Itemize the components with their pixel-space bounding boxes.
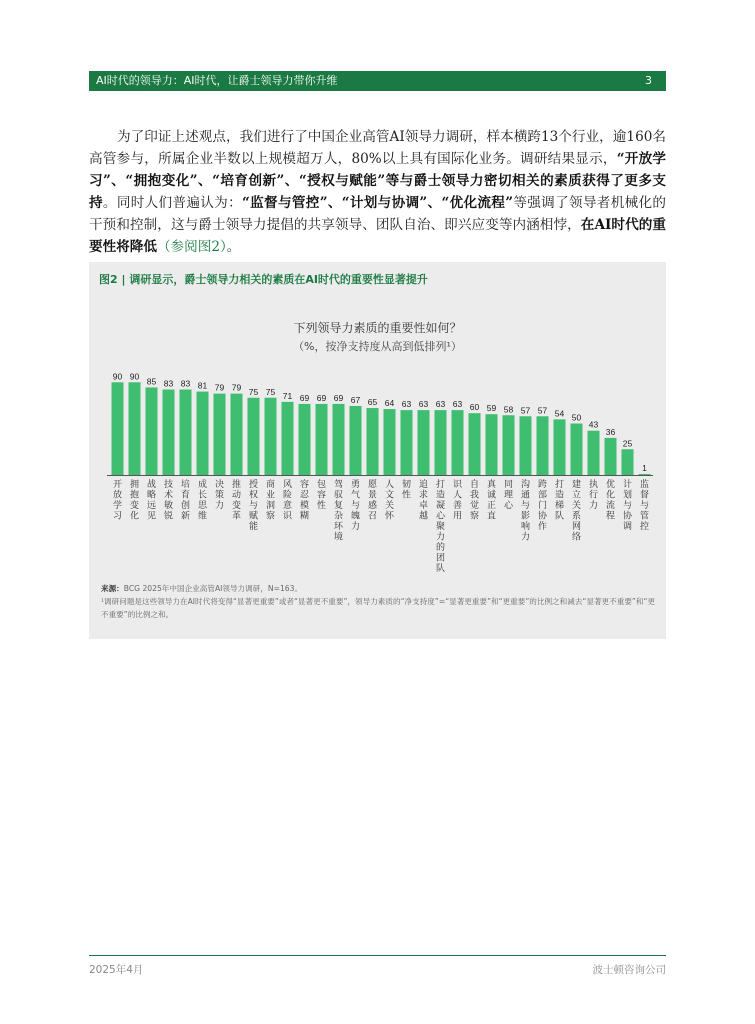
- category-label: 商业洞察: [265, 480, 276, 522]
- category-label: 驾驭复杂环境: [333, 480, 344, 543]
- bar-value-label: 67: [350, 394, 361, 405]
- header-title: AI时代的领导力：AI时代，让爵士领导力带你升维: [96, 74, 338, 87]
- category-label: 人文关怀: [384, 480, 395, 522]
- chart-question: 下列领导力素质的重要性如何？: [293, 321, 462, 335]
- bar: [197, 392, 209, 475]
- bar-value-label: 75: [265, 386, 276, 397]
- category-label: 容忍模糊: [299, 480, 310, 522]
- bar-value-label: 69: [299, 392, 310, 403]
- bar-value-label: 75: [248, 386, 259, 397]
- category-label: 同理心: [503, 480, 514, 511]
- category-label: 计划与协调: [622, 480, 633, 532]
- bar: [537, 416, 549, 475]
- para-text-2: 。同时人们普遍认为：: [102, 195, 243, 211]
- category-label: 授权与赋能: [248, 480, 259, 532]
- bar: [554, 419, 566, 475]
- category-label: 决策力: [214, 480, 225, 511]
- bar-value-label: 69: [333, 392, 344, 403]
- figure-title: 图2 | 调研显示，爵士领导力相关的素质在AI时代的重要性显著提升: [99, 273, 428, 286]
- chart-subtitle: （%，按净支持度从高到低排列¹）: [293, 340, 462, 353]
- bar: [452, 410, 464, 475]
- footer-divider: [89, 955, 666, 956]
- category-label: 培育创新: [180, 480, 191, 522]
- para-text-3: 等强调了领导者机械化的干预和控制，这与爵士领导力提倡的共享领导、团队自治、即兴应变等内涵相悖，: [89, 195, 667, 233]
- category-label: 战略远见: [146, 480, 157, 522]
- figure-reference-link[interactable]: （参阅图2）: [156, 239, 227, 255]
- bar-value-label: 43: [588, 419, 599, 430]
- bar: [384, 409, 396, 475]
- category-label: 跨部门协作: [537, 480, 548, 532]
- bar-value-label: 63: [452, 399, 463, 410]
- category-label: 开放学习: [112, 480, 123, 522]
- bar: [622, 449, 634, 475]
- bar-value-label: 57: [537, 405, 548, 416]
- source-line: [101, 582, 656, 595]
- bar-value-label: 63: [418, 399, 429, 410]
- para-bold-2: “监督与管控”、“计划与协调”、“优化流程”: [242, 195, 514, 211]
- bar: [146, 387, 158, 475]
- bar: [265, 398, 277, 475]
- category-label: 打造凝心聚力的团队: [435, 480, 446, 574]
- bar: [231, 394, 243, 475]
- bar-value-label: 65: [367, 397, 378, 408]
- para-bold-3: 在AI时代的重要性将降低: [89, 217, 667, 255]
- bar: [571, 424, 583, 476]
- bar: [486, 414, 498, 475]
- bar-value-label: 64: [384, 398, 395, 409]
- bar: [418, 410, 430, 475]
- footer-date: 2025年4月: [89, 964, 144, 976]
- body-paragraph: [89, 126, 666, 258]
- category-label: 愿景感召: [367, 480, 378, 522]
- bar: [112, 382, 124, 475]
- category-label: 韧性: [401, 480, 412, 501]
- category-label: 真诚正直: [486, 480, 497, 522]
- bar-value-label: 81: [197, 380, 208, 391]
- bar: [435, 410, 447, 475]
- category-label: 监督与管控: [639, 480, 650, 532]
- source-text: BCG 2025年中国企业高管AI领导力调研，N=163。: [123, 584, 303, 593]
- bar-value-label: 25: [622, 438, 633, 449]
- figure-notes: [101, 582, 656, 621]
- category-label: 自我觉察: [469, 480, 480, 522]
- bar-value-label: 57: [520, 405, 531, 416]
- bar: [367, 408, 379, 475]
- para-bold-1: “开放学习”、“拥抱变化”、“培育创新”、“授权与赋能”等与爵士领导力密切相关的素质获得了更多支持: [89, 151, 666, 211]
- bar-value-label: 69: [316, 392, 327, 403]
- category-label: 追求卓越: [418, 480, 429, 522]
- bar-value-label: 59: [486, 403, 497, 414]
- category-label: 勇气与魄力: [350, 480, 361, 532]
- bar: [639, 474, 651, 475]
- category-label: 技术敏锐: [163, 480, 174, 522]
- bar-value-label: 1: [642, 462, 647, 473]
- bar: [282, 402, 294, 475]
- category-label: 风险意识: [282, 480, 293, 522]
- bar: [588, 431, 600, 475]
- bar: [163, 390, 175, 475]
- category-label: 优化流程: [605, 480, 616, 522]
- para-text-1: 为了印证上述观点，我们进行了中国企业高管AI领导力调研，样本横跨13个行业，逾160名高管参与，所属企业半数以上规模超万人，80%以上具有国际化业务。调研结果显示，: [89, 129, 666, 167]
- bar-value-label: 58: [503, 404, 514, 415]
- bar-value-label: 83: [163, 378, 174, 389]
- footnote: ¹调研问题是这些领导力在AI时代将变得“显著更重要”或者“显著更不重要”，领导力素质的“净支持度”=“显著更重要”和“更重要”的比例之和减去“显著更不重要”和“更不重要”的比例之和。: [101, 597, 655, 619]
- bar-value-label: 79: [214, 382, 225, 393]
- bar: [180, 390, 192, 475]
- bar: [469, 413, 481, 475]
- category-label: 推动变革: [231, 480, 242, 522]
- category-label: 包容性: [316, 480, 327, 511]
- bar-value-label: 60: [469, 402, 480, 413]
- category-label: 执行力: [588, 480, 599, 511]
- bar: [299, 404, 311, 475]
- bar: [605, 438, 617, 475]
- bar: [248, 398, 260, 475]
- category-label: 成长思维: [197, 480, 208, 522]
- bar-value-label: 71: [282, 390, 293, 401]
- bar-value-label: 50: [571, 412, 582, 423]
- bar: [503, 415, 515, 475]
- bar-value-label: 90: [112, 371, 123, 382]
- bar-value-label: 85: [146, 376, 157, 387]
- source-label: 来源：: [101, 584, 124, 593]
- bar: [350, 406, 362, 475]
- category-label: 打造梯队: [554, 480, 565, 522]
- bar: [401, 410, 413, 475]
- bar: [520, 416, 532, 475]
- bar-value-label: 36: [605, 426, 616, 437]
- bar-chart: [89, 262, 666, 582]
- category-label: 沟通与影响力: [520, 480, 531, 543]
- page-number: 3: [645, 74, 652, 87]
- bar-value-label: 90: [129, 371, 140, 382]
- bar: [214, 394, 226, 475]
- footer-company: 波士顿咨询公司: [592, 964, 666, 976]
- bar: [129, 382, 141, 475]
- figure-panel: [89, 262, 666, 639]
- bar-value-label: 79: [231, 382, 242, 393]
- category-label: 拥抱变化: [129, 480, 140, 522]
- bar: [316, 404, 328, 475]
- para-end: 。: [226, 239, 241, 255]
- category-label: 识人善用: [452, 480, 463, 522]
- bar-value-label: 63: [435, 399, 446, 410]
- category-label: 建立关系网络: [571, 480, 582, 543]
- bar: [333, 404, 345, 475]
- page-header: [89, 71, 666, 91]
- bar-value-label: 54: [554, 408, 565, 419]
- bar-value-label: 63: [401, 399, 412, 410]
- bar-value-label: 83: [180, 378, 191, 389]
